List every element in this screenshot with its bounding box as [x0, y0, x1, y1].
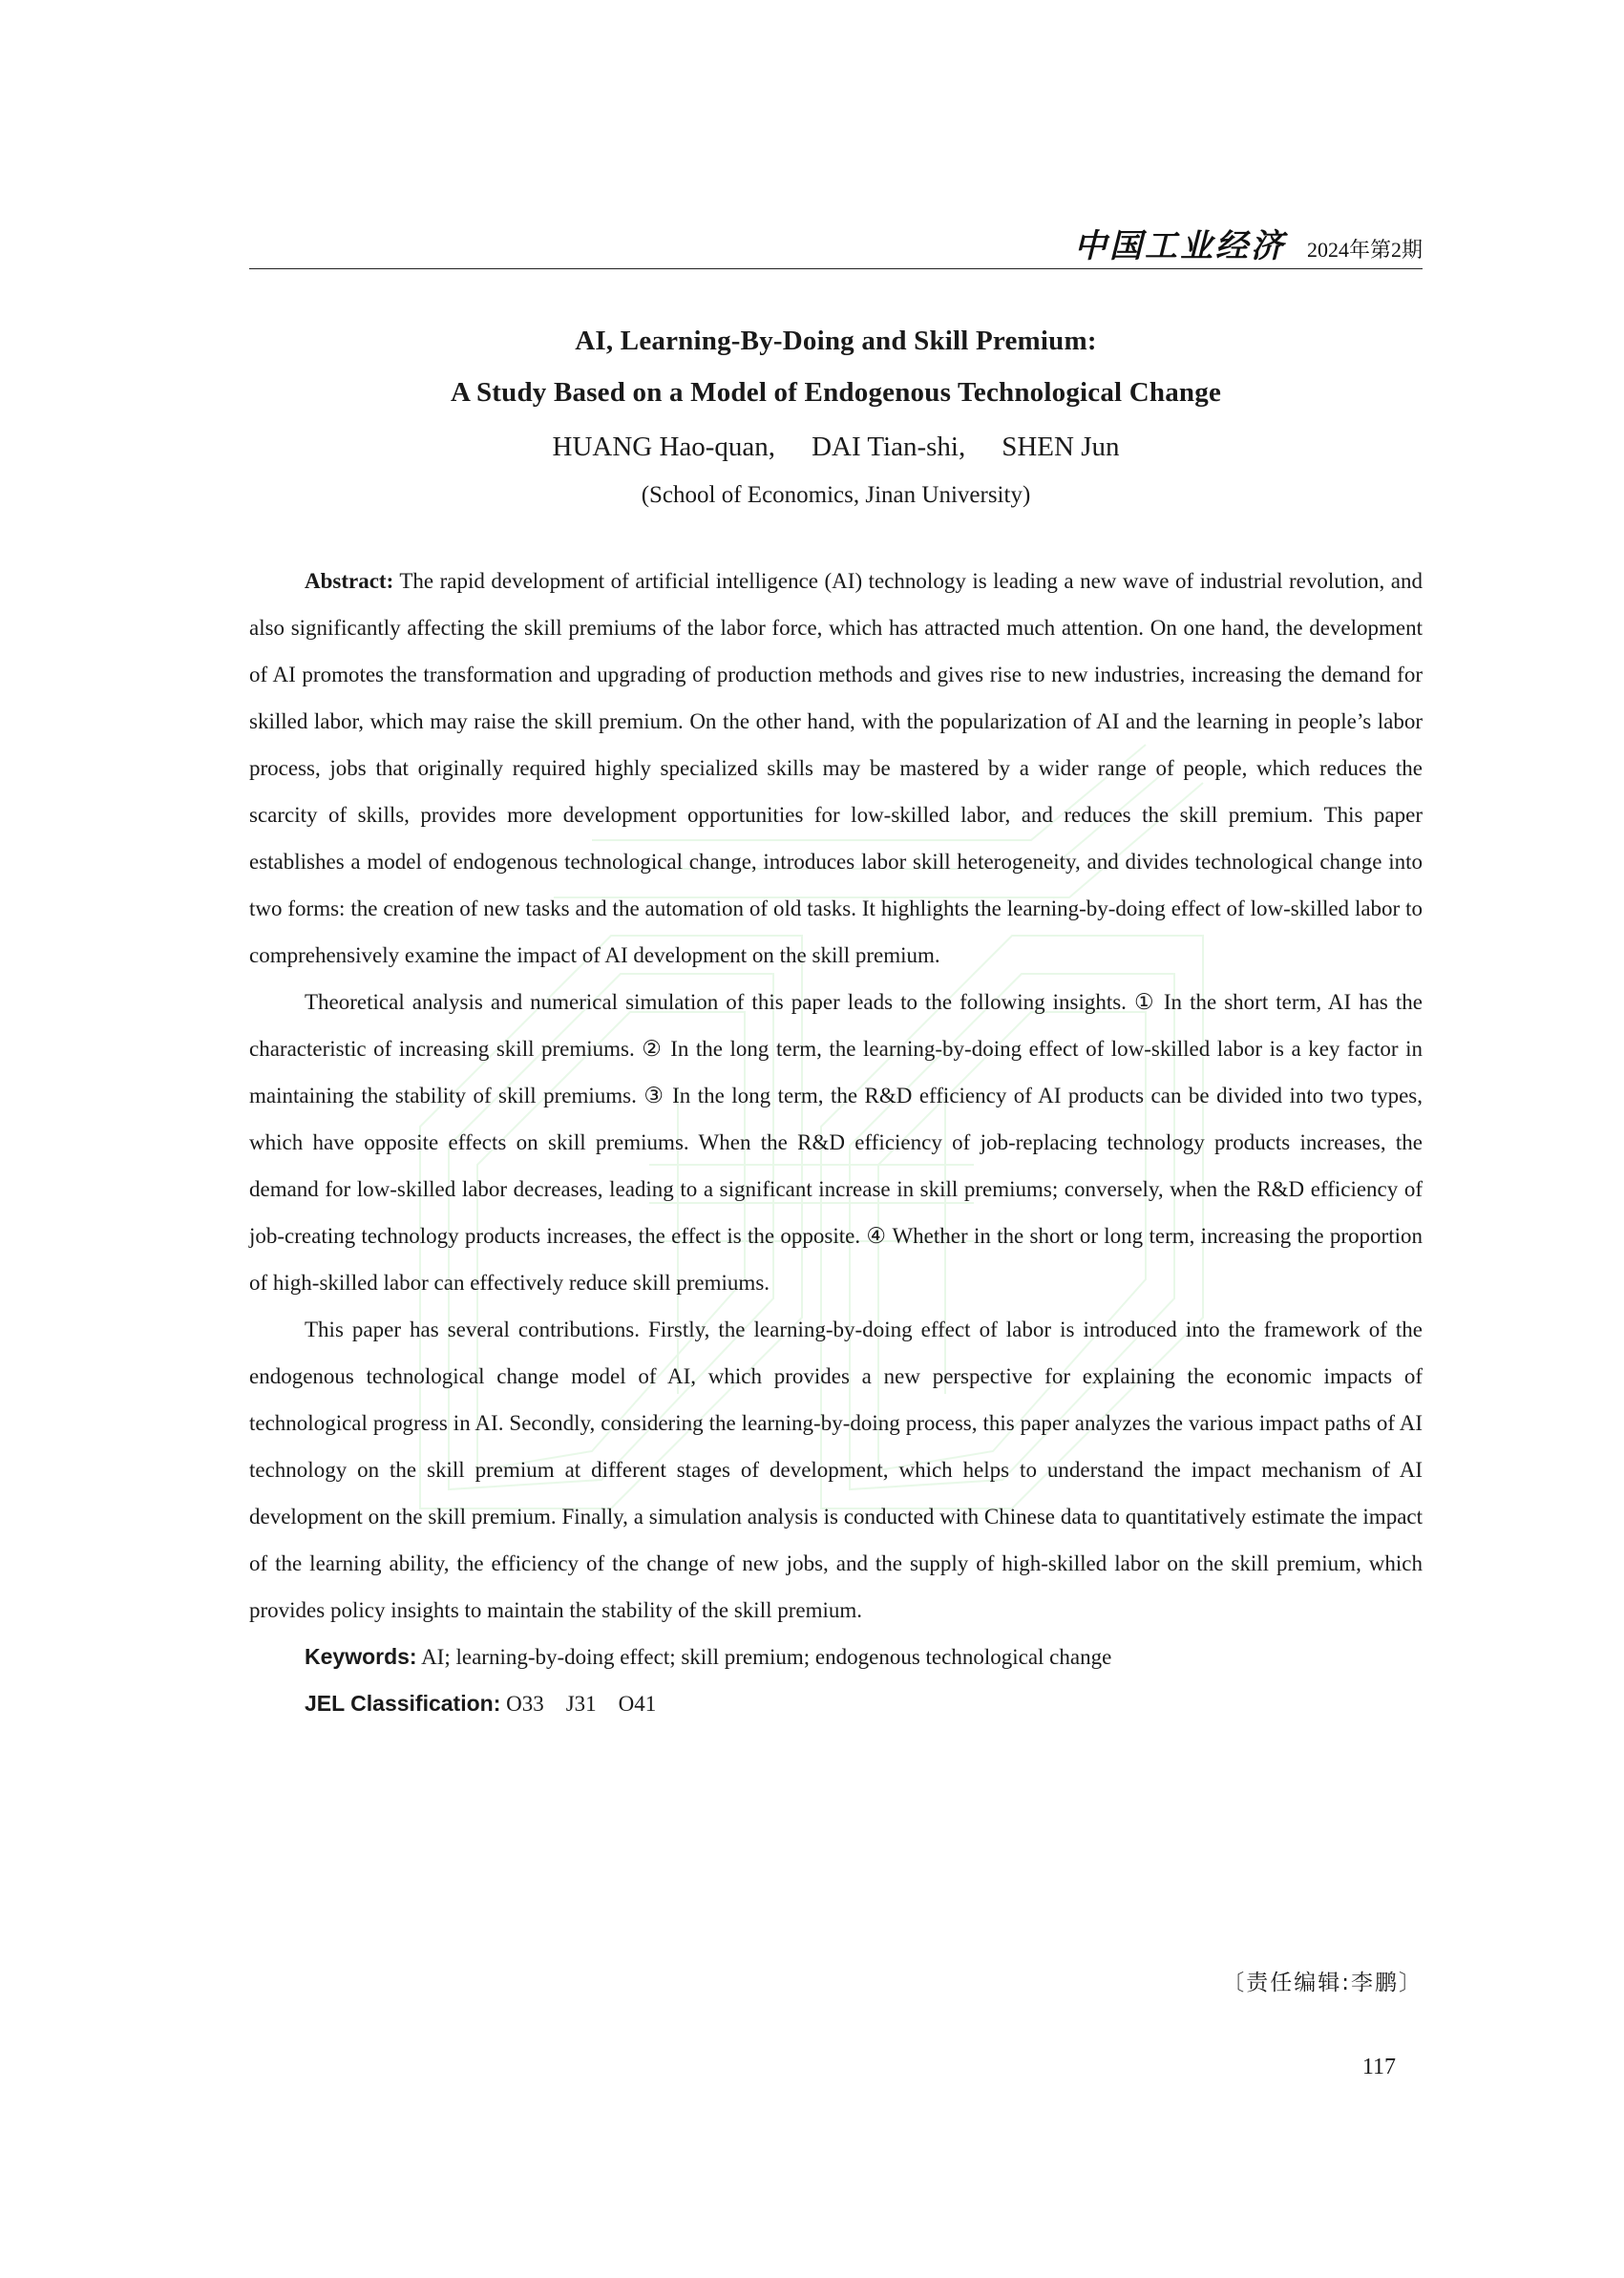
journal-name: 中国工业经济 — [1073, 227, 1286, 265]
paper-title-line-2: A Study Based on a Model of Endogenous Technological Change — [450, 377, 1222, 408]
jel-classification-line — [249, 1680, 1423, 1727]
abstract-section — [249, 558, 1423, 1727]
abstract-text: The rapid development of artificial intelligence (AI) technology is leading a new wave of industrial revolution, and also significantly affecting the skill premiums of the labor force, which has attracted much attention. On one hand, the development of AI promotes the transformation and upgrading of production methods and gives rise to new industries, increasing the demand for skilled labor, which may raise the skill premium. On the other hand, with the popularization of AI and the learning in people’s labor process, jobs that originally required highly specialized skills may be mastered by a wider range of people, which reduces the scarcity of skills, provides more development opportunities for low-skilled labor, and reduces the skill premium. This paper establishes a model of endogenous technological change, introduces labor skill heterogeneity, and divides technological change into two forms: the creation of new tasks and the automation of old tasks. It highlights the learning-by-doing effect of low-skilled labor to comprehensively examine the impact of AI development on the skill premium. — [249, 569, 1423, 967]
keywords-line — [249, 1634, 1423, 1680]
keywords-value: AI; learning-by-doing effect; skill premium; endogenous technological change — [416, 1645, 1112, 1669]
title-block — [249, 315, 1423, 517]
author-list — [249, 420, 1423, 474]
abstract-paragraph: This paper has several contributions. Firstly, the learning-by-doing effect of labor is introduced into the framework of the endogenous technological change model of AI, which provides a new perspective for explaining the economic impacts of technological progress in AI. Secondly, considering the learning-by-doing process, this paper analyzes the various impact paths of AI technology on the skill premium at different stages of development, which helps to understand the impact mechanism of AI development on the skill premium. Finally, a simulation analysis is conducted with Chinese data to quantitatively estimate the impact of the learning ability, the efficiency of the change of new jobs, and the supply of high-skilled labor on the skill premium, which provides policy insights to maintain the stability of the skill premium. — [249, 1318, 1423, 1622]
author-name: HUANG Hao-quan, — [552, 432, 776, 462]
author-affiliation: (School of Economics, Jinan University) — [641, 482, 1031, 508]
issue-number: 2024年第2期 — [1306, 238, 1423, 262]
author-name: SHEN Jun — [1002, 432, 1120, 462]
keywords-label: Keywords: — [305, 1644, 417, 1669]
author-name: DAI Tian-shi, — [812, 432, 966, 462]
abstract-paragraph: Theoretical analysis and numerical simulation of this paper leads to the following insights. ① In the short term, AI has the characteristic of increasing skill premiums. ② In the long term, the learning-by-doing effect of low-skilled labor is a key factor in maintaining the stability of skill premiums. ③ In the long term, the R&D efficiency of AI products can be divided into two types, which have opposite effects on skill premiums. When the R&D efficiency of job-replacing technology products increases, the demand for low-skilled labor decreases, leading to a significant increase in skill premiums; conversely, when the R&D efficiency of job-creating technology products increases, the effect is the opposite. ④ Whether in the short or long term, increasing the proportion of high-skilled labor can effectively reduce skill premiums. — [249, 990, 1423, 1295]
paper-title-line-1: AI, Learning-By-Doing and Skill Premium: — [575, 326, 1097, 356]
running-header — [249, 223, 1423, 269]
page-number: 117 — [1361, 2055, 1396, 2079]
jel-label: JEL Classification: — [305, 1691, 501, 1716]
jel-value: O33 J31 O41 — [500, 1692, 657, 1716]
responsible-editor-note: 〔责任编辑:李鹏〕 — [1222, 1971, 1423, 1995]
abstract-paragraph — [249, 558, 1423, 979]
abstract-label: Abstract: — [305, 569, 394, 593]
